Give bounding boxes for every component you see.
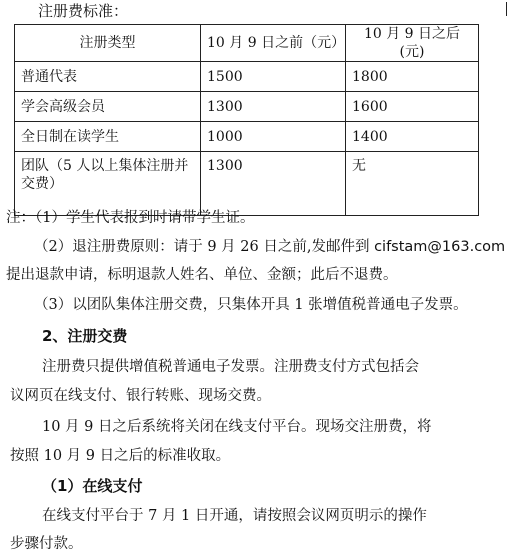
fee-table-header-row bbox=[15, 25, 479, 62]
header-before-oct9: 10 月 9 日之前（元） bbox=[201, 25, 346, 62]
cell-type: 团队（5 人以上集体注册并交费） bbox=[15, 152, 201, 216]
paragraph-3-line-2: 步骤付款。 bbox=[10, 536, 83, 552]
table-row bbox=[15, 92, 479, 122]
note-2 bbox=[34, 238, 505, 256]
cell-type: 普通代表 bbox=[15, 62, 201, 92]
cell-before: 1300 bbox=[201, 152, 346, 216]
refund-email: cifstam@163.com bbox=[374, 239, 506, 255]
page-edge-mark bbox=[506, 2, 507, 16]
cell-after: 1600 bbox=[346, 92, 479, 122]
cell-before: 1300 bbox=[201, 92, 346, 122]
paragraph-3-line-1: 在线支付平台于 7 月 1 日开通，请按照会议网页明示的操作 bbox=[42, 508, 427, 524]
table-row bbox=[15, 62, 479, 92]
paragraph-1-line-1: 注册费只提供增值税普通电子发票。注册费支付方式包括会 bbox=[42, 359, 419, 375]
note-1: 注：（1）学生代表报到时请带学生证。 bbox=[6, 210, 255, 226]
table-row bbox=[15, 122, 479, 152]
cell-type: 学会高级会员 bbox=[15, 92, 201, 122]
fee-standard-title: 注册费标准： bbox=[38, 2, 129, 20]
cell-before: 1500 bbox=[201, 62, 346, 92]
note-3: （3）以团队集体注册交费，只集体开具 1 张增值税普通电子发票。 bbox=[34, 297, 468, 313]
note-2-continuation: 提出退款申请，标明退款人姓名、单位、金额；此后不退费。 bbox=[6, 267, 398, 283]
cell-after: 1400 bbox=[346, 122, 479, 152]
section-heading: 2、注册交费 bbox=[42, 327, 128, 345]
fee-table bbox=[14, 24, 479, 216]
header-registration-type: 注册类型 bbox=[15, 25, 201, 62]
subsection-heading: （1）在线支付 bbox=[42, 477, 143, 495]
table-row bbox=[15, 152, 479, 216]
cell-after: 无 bbox=[346, 152, 479, 216]
cell-type: 全日制在读学生 bbox=[15, 122, 201, 152]
cell-before: 1000 bbox=[201, 122, 346, 152]
note-2-text: （2）退注册费原则：请于 9 月 26 日之前,发邮件到 bbox=[34, 239, 375, 255]
header-after-oct9: 10 月 9 日之后(元) bbox=[346, 25, 479, 62]
cell-after: 1800 bbox=[346, 62, 479, 92]
paragraph-2-line-1: 10 月 9 日之后系统将关闭在线支付平台。现场交注册费，将 bbox=[42, 419, 432, 435]
paragraph-2-line-2: 按照 10 月 9 日之后的标准收取。 bbox=[10, 448, 231, 464]
paragraph-1-line-2: 议网页在线支付、银行转账、现场交费。 bbox=[10, 388, 271, 404]
